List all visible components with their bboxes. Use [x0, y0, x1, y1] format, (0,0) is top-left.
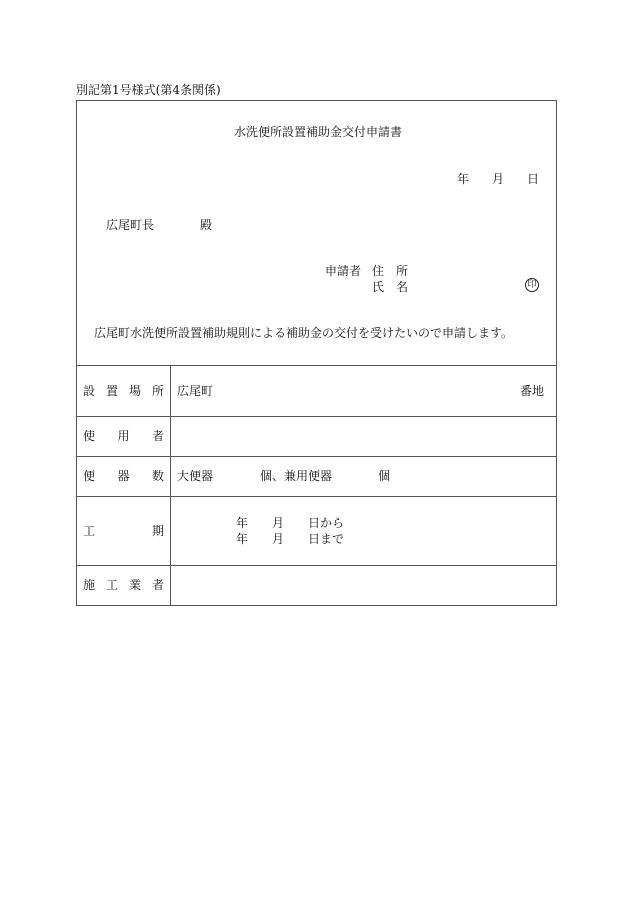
start-year[interactable]: 年: [236, 516, 249, 530]
end-day[interactable]: 日まで: [308, 532, 345, 546]
user-field[interactable]: [177, 420, 547, 452]
divider: [76, 565, 557, 566]
addressee-name: 広尾町長: [106, 218, 155, 232]
label-char: 工: [83, 524, 96, 538]
start-month[interactable]: 月: [272, 516, 285, 530]
label-char: 設: [83, 384, 96, 398]
dual-toilet-unit[interactable]: 個: [378, 469, 391, 483]
label-char: 業: [128, 578, 141, 592]
label-char: 用: [117, 429, 130, 443]
column-divider: [170, 365, 171, 605]
end-year[interactable]: 年: [236, 532, 249, 546]
form-number-label: 別記第1号様式(第4条関係): [76, 83, 221, 97]
location-lot-number[interactable]: 番地: [520, 384, 545, 398]
label-char: 者: [151, 429, 164, 443]
label-char: 施: [83, 578, 96, 592]
date-day[interactable]: 日: [527, 172, 540, 186]
label-char: 器: [117, 469, 130, 483]
divider: [76, 456, 557, 457]
label-char: 数: [151, 469, 164, 483]
date-month[interactable]: 月: [492, 172, 505, 186]
divider: [76, 496, 557, 497]
application-statement: 広尾町水洗便所設置補助規則による補助金の交付を受けたいので申請します。: [94, 326, 514, 340]
row-label-user: [83, 429, 164, 443]
label-char: 者: [151, 578, 164, 592]
label-char: 使: [83, 429, 96, 443]
seal-icon: 印: [525, 278, 539, 292]
applicant-address-label[interactable]: 住 所: [372, 264, 409, 278]
label-char: 期: [151, 524, 164, 538]
form-title: 水洗便所設置補助金交付申請書: [234, 125, 403, 139]
addressee-honorific: 殿: [200, 218, 213, 232]
dual-toilet-label[interactable]: 個、兼用便器: [260, 469, 333, 483]
date-year[interactable]: 年: [457, 172, 470, 186]
location-town[interactable]: 広尾町: [177, 384, 214, 398]
row-label-installation-location: [83, 384, 164, 398]
end-month[interactable]: 月: [272, 532, 285, 546]
row-label-contractor: [83, 578, 164, 592]
applicant-label: 申請者: [325, 264, 362, 278]
label-char: 工: [105, 578, 118, 592]
label-char: 所: [151, 384, 164, 398]
label-char: 置: [105, 384, 118, 398]
label-char: 便: [83, 469, 96, 483]
row-label-toilet-count: [83, 469, 164, 483]
contractor-field[interactable]: [177, 569, 547, 601]
large-toilet-label: 大便器: [177, 469, 214, 483]
divider: [76, 416, 557, 417]
label-char: 場: [128, 384, 141, 398]
divider: [76, 365, 557, 366]
applicant-name-label[interactable]: 氏 名: [372, 280, 409, 294]
row-label-construction-period: [83, 524, 164, 538]
start-day[interactable]: 日から: [308, 516, 345, 530]
